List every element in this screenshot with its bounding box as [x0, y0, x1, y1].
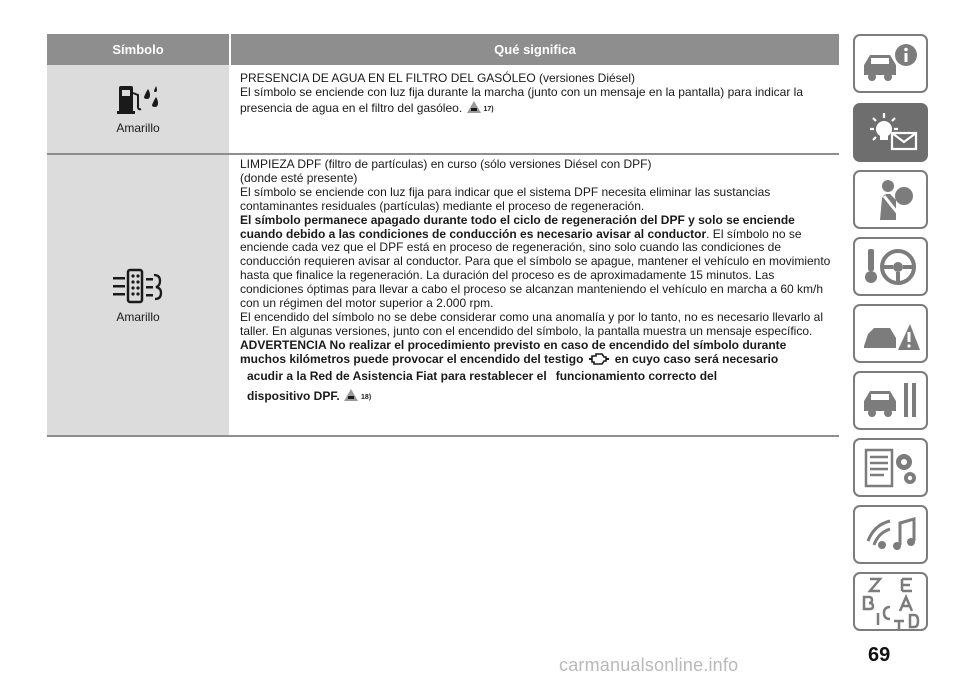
- table-row: [47, 155, 839, 437]
- meaning-cell: [231, 155, 839, 435]
- warning-line: [240, 353, 839, 367]
- warning-text: dispositivo DPF.: [247, 388, 340, 403]
- tab-starting-driving[interactable]: [853, 237, 928, 296]
- car-info-icon: [860, 41, 922, 87]
- row-text: El encendido del símbolo no se debe considerar como una anomalía y por lo tanto, no es necesario llevarlo al taller. En algunas versiones, junto con el encendido del símbolo, la pantalla muestra un mensaje específico.: [240, 309, 824, 338]
- multimedia-icon: [860, 511, 922, 559]
- symbol-cell: [47, 65, 231, 153]
- column-header-meaning: Qué significa: [494, 42, 576, 57]
- row-title: PRESENCIA DE AGUA EN EL FILTRO DEL GASÓLEO (versiones Diésel): [240, 71, 636, 85]
- meaning-cell: [231, 65, 839, 153]
- warning-line: ADVERTENCIA No realizar el procedimiento previsto en caso de encendido del símbolo durante: [240, 337, 787, 352]
- warning-text: muchos kilómetros puede provocar el encendido del testigo: [240, 351, 584, 366]
- table-row: [47, 65, 839, 155]
- row-title: LIMPIEZA DPF (filtro de partículas) en curso (sólo versiones Diésel con DPF): [240, 157, 652, 171]
- warning-line: [240, 370, 839, 384]
- row-text-end: [240, 100, 839, 117]
- maintenance-icon: [860, 377, 922, 425]
- tab-warning-lights[interactable]: [853, 103, 928, 162]
- engine-check-icon: [589, 353, 609, 365]
- watermark-text: carmanualsonline.info: [559, 655, 739, 675]
- page-number: 69: [868, 644, 891, 666]
- symbol-cell: [47, 155, 231, 435]
- tab-emergency[interactable]: [853, 304, 928, 363]
- warning-line: [240, 388, 839, 405]
- row-text-mixed: [240, 214, 839, 311]
- color-label: Amarillo: [116, 310, 160, 324]
- row-text: El símbolo se enciende con luz fija para indicar que el sistema DPF necesita eliminar las sustancias contaminantes residuales (partículas) mediante el proceso de regeneración.: [240, 184, 771, 213]
- emergency-icon: [860, 310, 922, 358]
- warning-text: acudir a la Red de Asistencia Fiat para restablecer el: [247, 368, 547, 383]
- row-text-cont: . El símbolo no se enciende cada vez que el DPF está en proceso de regeneración, sino solo cuando las condiciones de conducción requieren avisar al conductor. Para que el símbolo se apague, mantener el vehículo en movimiento hasta que finalice la regeneración. La duración del proceso es de aproximadamente 15 minutos. Las condiciones óptimas para llevar a cabo el proceso se alcanzan manteniendo el vehículo en marcha a 60 km/h con un régimen del motor superior a 2.000 rpm.: [240, 226, 831, 311]
- tab-multimedia[interactable]: [853, 505, 928, 564]
- warning-triangle-reference-icon: [343, 388, 359, 402]
- starting-driving-icon: [860, 243, 922, 291]
- warning-symbols-table: [47, 34, 839, 437]
- fuel-filter-water-icon: [114, 83, 162, 117]
- warning-text: en cuyo caso será necesario: [614, 351, 779, 366]
- tab-car-info[interactable]: [853, 34, 928, 93]
- row-subtitle: (donde esté presente): [240, 170, 358, 185]
- row-text-line: presencia de agua en el filtro del gasóleo.: [240, 100, 463, 115]
- dpf-cleaning-icon: [110, 266, 166, 306]
- tab-technical-data[interactable]: [853, 438, 928, 497]
- technical-data-icon: [860, 444, 922, 492]
- column-header-symbol: Símbolo: [47, 34, 231, 65]
- warning-triangle-reference-icon: [466, 100, 482, 114]
- tab-index[interactable]: [853, 572, 928, 631]
- color-label: Amarillo: [116, 121, 160, 135]
- warning-lights-messages-icon: [860, 109, 922, 157]
- row-text: El símbolo se enciende con luz fija durante la marcha (junto con un mensaje en la pantalla) para indicar la: [240, 84, 803, 99]
- table-header: [47, 34, 839, 65]
- warning-text: funcionamiento correcto del: [555, 368, 718, 383]
- index-icon: [860, 575, 922, 629]
- reference-number: 18): [361, 393, 372, 401]
- tab-maintenance[interactable]: [853, 371, 928, 430]
- reference-number: 17): [483, 105, 494, 113]
- safety-airbag-icon: [860, 176, 922, 224]
- tab-safety[interactable]: [853, 170, 928, 229]
- row-bold-text: El símbolo permanece apagado durante todo el ciclo de regeneración del DPF y solo se enciende cuando debido a las condiciones de conducción es necesario avisar al conductor: [240, 212, 795, 241]
